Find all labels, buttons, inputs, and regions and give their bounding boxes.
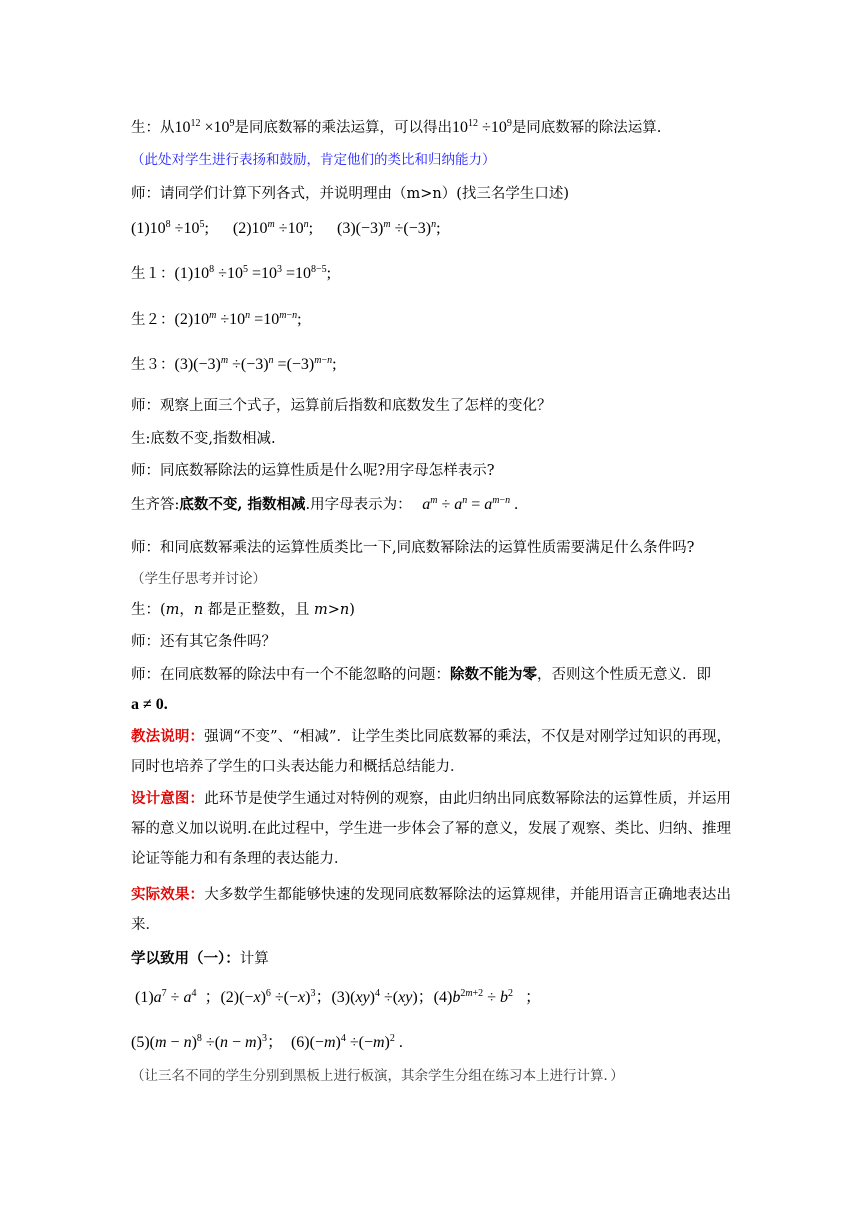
chorus-line: 生齐答:底数不变, 指数相减.用字母表示为： $a^m \div a^n = a^{m-n}$ . (131, 495, 519, 513)
praise-note: （此处对学生进行表扬和鼓励，肯定他们的类比和归纳能力） (131, 152, 496, 168)
teacher-line-6: 师：在同底数幂的除法中有一个不能忽略的问题：除数不能为零，否则这个性质无意义．即 a ≠ 0. (131, 666, 711, 713)
design-intent: 设计意图：此环节是使学生通过对特例的观察，由此归纳出同底数幂除法的运算性质，并运用幂的意义加以说明.在此过程中，学生进一步体会了幂的意义，发展了观察、类比、归纳、推理论证等能力和有条理的表达能力． (131, 790, 731, 867)
student-answer-1: 生１：$(1)10^8 \div 10^5 =10^3 =10^{8-5}$; (131, 264, 332, 282)
exercise-expressions: $(1)10^8 \div 10^5$; $(2)10^m \div 10^n$; $(3)(-3)^m \div(-3)^n$; (131, 219, 441, 237)
student-line-5: 生：(m，n 都是正整数，且 m>n) (131, 602, 355, 618)
student-answer-3: 生３：$(3)(-3)^m \div(-3)^n =(-3)^{m-n}$; (131, 355, 337, 373)
expr-multiply: $10^{12} \times 10^9$ (174, 118, 235, 136)
discussion-note: （学生仔思考并讨论） (131, 571, 266, 587)
teacher-line-1: 师：请同学们计算下列各式，并说明理由（m>n）(找三名学生口述) (131, 186, 570, 202)
practice-heading: 学以致用（一）：计算 (131, 950, 269, 967)
student-line-1: 生：从$10^{12} \times 10^9$是同底数幂的乘法运算，可以得出$10^{12} \div 10^9$是同底数幂的除法运算. (131, 118, 662, 136)
teacher-line-2: 师：观察上面三个式子，运算前后指数和底数发生了怎样的变化？ (131, 398, 552, 414)
teacher-line-5: 师：还有其它条件吗？ (131, 634, 276, 650)
teacher-line-3: 师：同底数幂除法的运算性质是什么呢?用字母怎样表示? (131, 463, 495, 479)
expr-divide: $10^{12} \div 10^9$ (452, 118, 512, 136)
actual-effect: 实际效果：大多数学生都能够快速的发现同底数幂除法的运算规律，并能用语言正确地表达出来． (131, 886, 731, 933)
board-note: （让三名不同的学生分别到黑板上进行板演，其余学生分组在练习本上进行计算．） (131, 1068, 624, 1084)
teacher-line-4: 师：和同底数幂乘法的运算性质类比一下,同底数幂除法的运算性质需要满足什么条件吗? (131, 540, 695, 556)
method-note: 教法说明：强调“不变”、“相减”．让学生类比同底数幂的乘法，不仅是对刚学过知识的再现，同时也培养了学生的口头表达能力和概括总结能力． (131, 728, 731, 775)
practice-exercises-1: $(1)a^7 \div a^4$ ；$(2)(-x)^6 \div(-x)^3$；(3)(xy)$^4$ ÷(xy)；$(4)b^{2m+2} \div b^2$ ； (135, 988, 541, 1006)
division-rule-formula: $a^m \div a^n = a^{m-n}$ . (422, 495, 519, 513)
student-line-4: 生:底数不变,指数相减. (131, 431, 276, 447)
practice-exercises-2: $(5)(m - n)^8 \div(n - m)^3$； $(6)(-m)^4 \div(-m)^2$ . (131, 1033, 403, 1051)
student-answer-2: 生２：$(2)10^m \div 10^n =10^{m-n}$; (131, 310, 302, 328)
